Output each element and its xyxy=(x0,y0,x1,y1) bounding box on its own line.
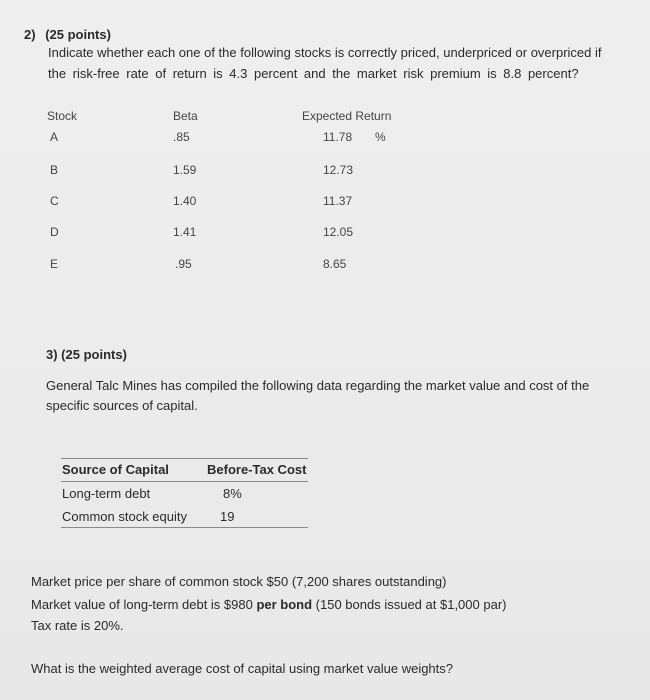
market-price-text: Market price per share of common stock $50 (7,200 shares outstanding) xyxy=(31,574,447,589)
q2-header xyxy=(24,27,111,42)
capital-row-cost: 19 xyxy=(220,509,235,524)
q2-row-beta: 1.40 xyxy=(173,194,197,208)
q2-row-beta: 1.41 xyxy=(173,225,197,239)
q2-row-stock: D xyxy=(50,225,59,239)
q2-row-expected: 8.65 xyxy=(323,257,347,271)
capital-header-source: Source of Capital xyxy=(62,462,169,477)
capital-table-header-rule xyxy=(61,481,308,482)
q2-row-stock: A xyxy=(50,130,59,144)
q2-row-expected: 11.78 xyxy=(323,130,353,144)
q2-number: 2) xyxy=(24,27,36,42)
q2-row-expected: 12.05 xyxy=(323,225,354,239)
capital-row-cost: 8% xyxy=(223,486,242,501)
capital-row-source: Common stock equity xyxy=(62,509,187,524)
q2-header-stock: Stock xyxy=(47,109,78,123)
q2-text-line1: Indicate whether each one of the following stocks is correctly priced, underpriced or overpriced if xyxy=(48,45,602,60)
capital-header-cost: Before-Tax Cost xyxy=(207,462,307,477)
q3-header: 3) (25 points) xyxy=(46,347,127,362)
q2-percent-sign: % xyxy=(375,130,386,144)
q2-text-line2: the risk-free rate of return is 4.3 percent and the market risk premium is 8.8 percent? xyxy=(48,66,579,81)
q3-text-line1: General Talc Mines has compiled the following data regarding the market value and cost of the xyxy=(46,378,590,393)
q2-header-beta: Beta xyxy=(173,109,198,123)
q2-row-stock: E xyxy=(50,257,59,271)
q2-row-expected: 12.73 xyxy=(323,163,354,177)
debt-value-text xyxy=(31,595,506,615)
q2-row-stock: C xyxy=(50,194,59,208)
capital-table-top-rule xyxy=(61,458,308,459)
debt-value-pre: Market value of long-term debt is $980 xyxy=(31,597,257,612)
debt-value-bold: per bond xyxy=(256,597,313,612)
tax-rate-text: Tax rate is 20%. xyxy=(31,618,124,633)
q2-row-beta: .85 xyxy=(173,130,190,144)
q2-header-expected-return: Expected Return xyxy=(302,109,392,123)
capital-row-source: Long-term debt xyxy=(62,486,151,501)
q2-row-beta: 1.59 xyxy=(173,163,197,177)
q3-text-line2: specific sources of capital. xyxy=(46,398,198,413)
q2-points: (25 points) xyxy=(45,27,111,42)
debt-value-post: (150 bonds issued at $1,000 par) xyxy=(312,597,507,612)
q2-row-stock: B xyxy=(50,163,59,177)
q2-row-expected: 11.37 xyxy=(323,194,353,208)
q2-row-beta: .95 xyxy=(175,257,192,271)
wacc-question: What is the weighted average cost of capital using market value weights? xyxy=(31,661,454,676)
capital-table-bottom-rule xyxy=(61,527,308,528)
